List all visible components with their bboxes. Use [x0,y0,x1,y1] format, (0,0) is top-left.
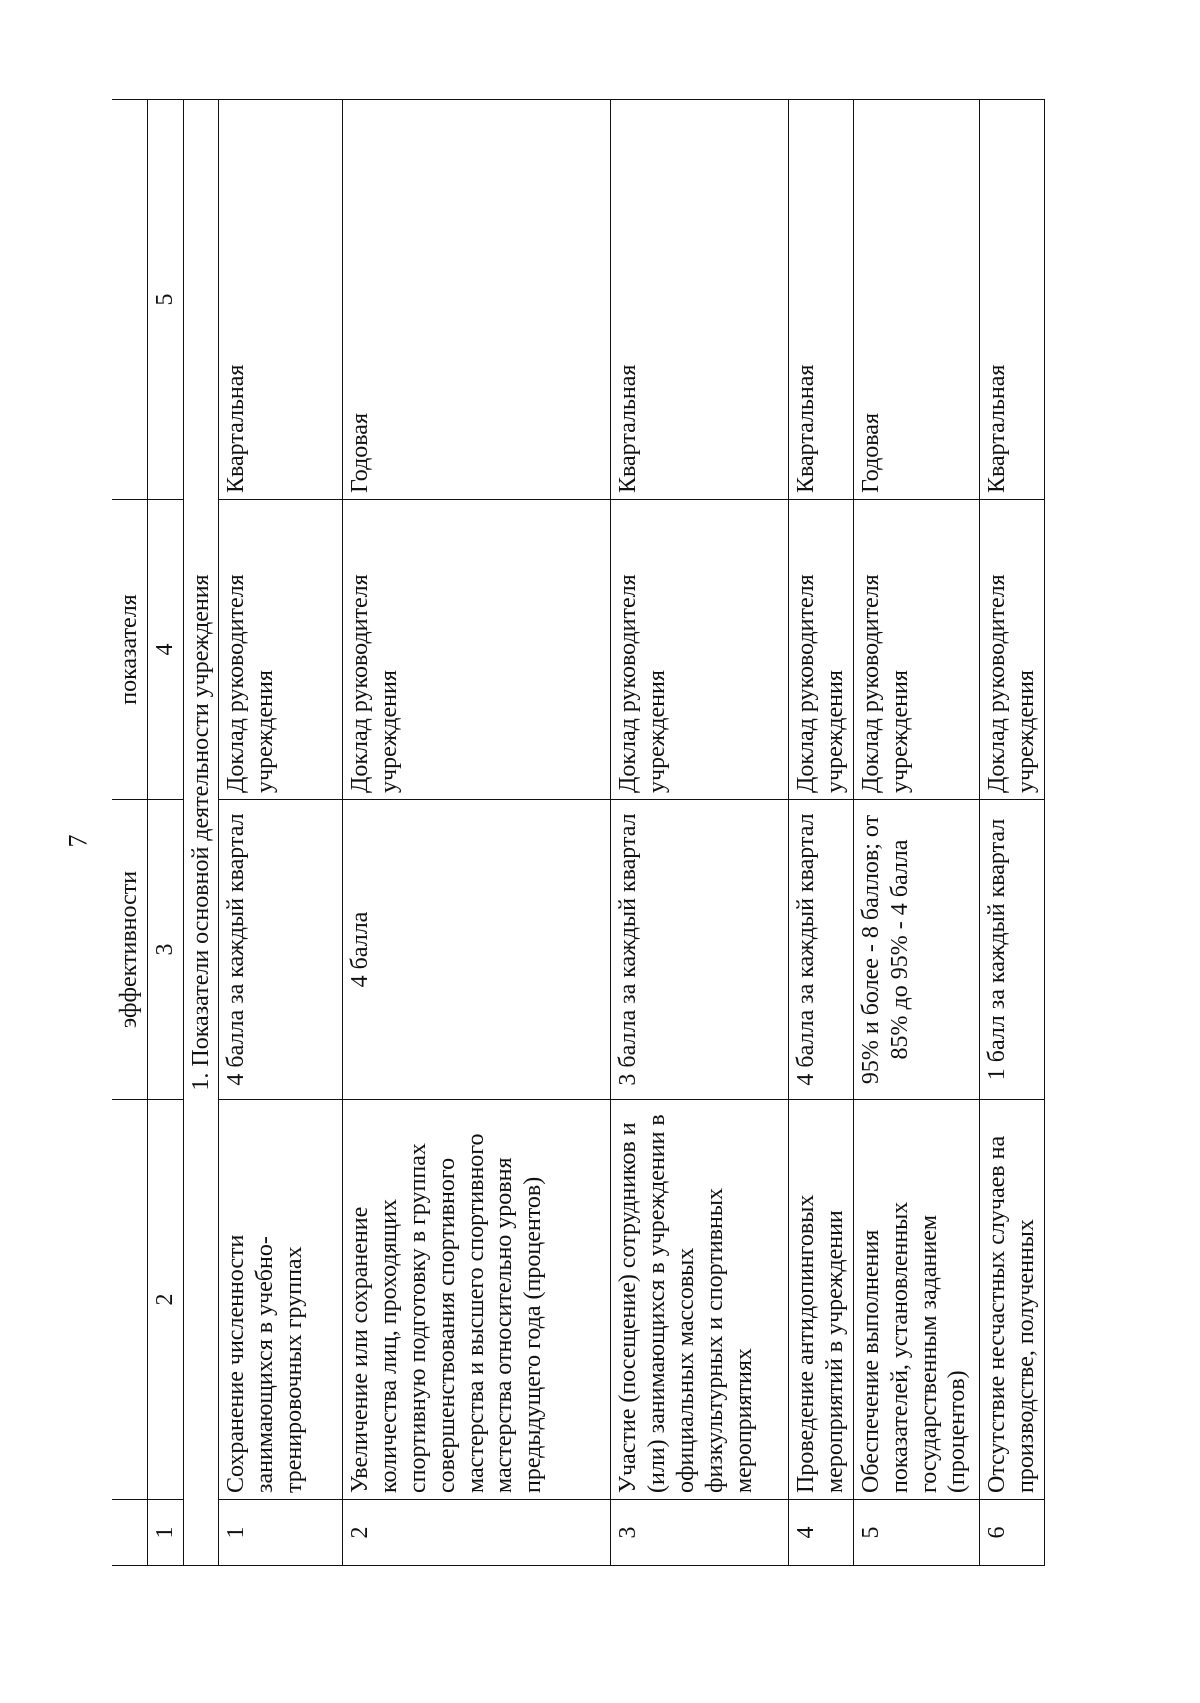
score-criteria: 3 балла за каждый квартал [611,800,789,1100]
data-source: Доклад руководителя учреждения [789,500,854,800]
section-title: 1. Показатели основной деятельности учреждения [183,100,219,1566]
indicator-name: Обеспечение выполнения показателей, установленных государственным заданием (процентов) [853,1100,979,1500]
score-criteria: 1 балл за каждый квартал [979,800,1044,1100]
row-number: 1 [219,1500,343,1566]
performance-indicators-table [112,99,1045,1566]
indicator-name: Проведение антидопинговых мероприятий в учреждении [789,1100,854,1500]
periodicity: Квартальная [219,100,343,500]
data-source: Доклад руководителя учреждения [219,500,343,800]
data-source: Доклад руководителя учреждения [853,500,979,800]
score-criteria: 4 балла [343,800,611,1100]
column-number: 3 [147,800,183,1100]
page-number: 7 [63,834,93,848]
row-number: 6 [979,1500,1044,1566]
periodicity: Годовая [853,100,979,500]
section-title-row [183,100,219,1566]
table-row [979,100,1044,1566]
table-header-row [112,100,147,1566]
row-number: 4 [789,1500,854,1566]
table-row [611,100,789,1566]
header-cell-3: эффективности [112,800,147,1100]
table-row [343,100,611,1566]
column-number-row [147,100,183,1566]
indicator-name: Участие (посещение) сотрудников и (или) занимающихся в учреждении в официальных массовых физкультурных и спортивных мероприятиях [611,1100,789,1500]
score-criteria: 95% и более - 8 баллов; от 85% до 95% - 4 балла [853,800,979,1100]
column-number: 1 [147,1500,183,1566]
table-row [853,100,979,1566]
header-cell-1 [112,1500,147,1566]
score-criteria: 4 балла за каждый квартал [219,800,343,1100]
data-source: Доклад руководителя учреждения [343,500,611,800]
table-row [789,100,854,1566]
row-number: 3 [611,1500,789,1566]
periodicity: Квартальная [979,100,1044,500]
header-cell-5 [112,100,147,500]
row-number: 5 [853,1500,979,1566]
indicator-name: Сохранение численности занимающихся в учебно-тренировочных группах [219,1100,343,1500]
periodicity: Годовая [343,100,611,500]
column-number: 4 [147,500,183,800]
header-cell-2 [112,1100,147,1500]
header-cell-4: показателя [112,500,147,800]
score-criteria: 4 балла за каждый квартал [789,800,854,1100]
column-number: 2 [147,1100,183,1500]
table-row [219,100,343,1566]
column-number: 5 [147,100,183,500]
indicator-name: Отсутствие несчастных случаев на производстве, полученных [979,1100,1044,1500]
periodicity: Квартальная [789,100,854,500]
periodicity: Квартальная [611,100,789,500]
row-number: 2 [343,1500,611,1566]
indicator-name: Увеличение или сохранение количества лиц, проходящих спортивную подготовку в группах совершенствования спортивного мастерства и высшего спортивного мастерства относительно уровня предыдущего года (процентов) [343,1100,611,1500]
data-source: Доклад руководителя учреждения [611,500,789,800]
data-source: Доклад руководителя учреждения [979,500,1044,800]
rotated-table-container [112,100,1112,1566]
